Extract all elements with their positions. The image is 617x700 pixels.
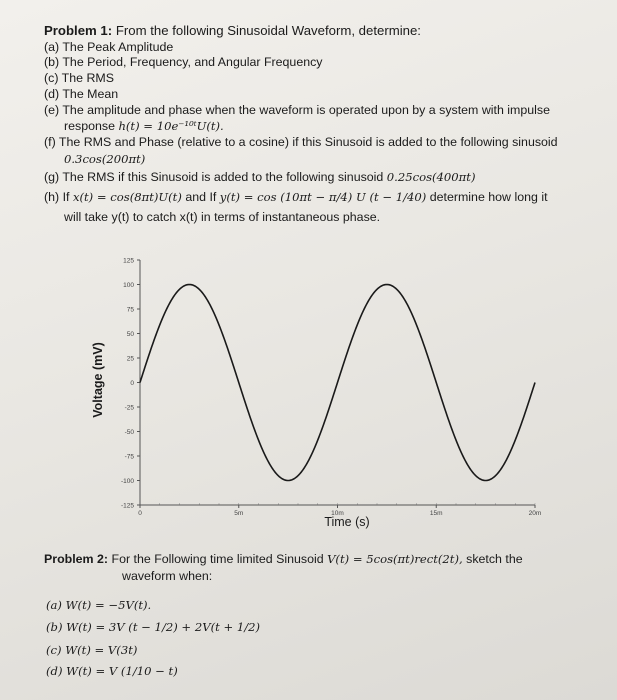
y-tick-label: -100 (120, 478, 134, 485)
chart-y-ticks (121, 258, 140, 510)
y-tick-label: 50 (126, 331, 134, 338)
item-f-math: 0.3cos(200πt) (64, 152, 146, 166)
y-tick-label: -50 (124, 429, 134, 436)
problem2-item-d: (d) W(t) = V (1/10 − t) (46, 664, 178, 678)
y-tick-label: 0 (130, 380, 134, 387)
sinusoid-chart (90, 250, 560, 535)
problem2-prompt-post: sketch the (466, 552, 523, 566)
x-tick-label: 20m (528, 510, 542, 517)
problem2-item-a: (a) W(t) = −5V(t). (46, 598, 152, 612)
problem2-heading: Problem 2: (44, 552, 109, 566)
x-tick-label: 5m (234, 510, 244, 517)
item-g-text: (g) The RMS if this Sinusoid is added to the following sinusoid (44, 170, 384, 184)
problem2-prompt: For the Following time limited Sinusoid (111, 552, 324, 566)
waveform-series-line (140, 285, 535, 481)
item-d: (d) The Mean (44, 87, 119, 101)
item-h-post: determine how long it (429, 190, 548, 204)
problem1-prompt: From the following Sinusoidal Waveform, determine: (115, 23, 421, 38)
y-tick-label: 100 (123, 282, 134, 289)
item-b: (b) The Period, Frequency, and Angular Frequency (44, 55, 323, 69)
problem1-line (44, 23, 421, 38)
item-e-line2 (64, 119, 224, 134)
problem2-line (44, 552, 523, 567)
y-tick-label: 125 (123, 257, 134, 265)
y-tick-label: -75 (124, 453, 134, 461)
item-f-line1: (f) The RMS and Phase (relative to a cosine) if this Sinusoid is added to the following sinusoid (44, 135, 558, 149)
problem2-item-b: (b) W(t) = 3V (t − 1/2) + 2V(t + 1/2) (46, 620, 261, 634)
x-tick-label: 15m (429, 510, 443, 517)
y-tick-label: 75 (126, 306, 134, 314)
item-a: (a) The Peak Amplitude (44, 40, 174, 54)
x-tick-label: 10m (331, 510, 344, 517)
item-g (44, 170, 475, 185)
y-axis-label: Voltage (mV) (91, 342, 105, 418)
problem1-heading: Problem 1: (44, 23, 113, 38)
x-tick-label: 0 (138, 510, 142, 517)
y-tick-label: -125 (120, 502, 134, 510)
item-e-impulse-math: h(t) = 10e⁻¹⁰ᵗU(t). (118, 119, 224, 133)
y-tick-label: 25 (126, 355, 134, 363)
item-h-and: and If (185, 190, 217, 204)
item-e-line1: (e) The amplitude and phase when the waveform is operated upon by a system with impulse (44, 103, 550, 117)
problem2-item-c: (c) W(t) = V(3t) (46, 643, 138, 657)
item-h-line2: will take y(t) to catch x(t) in terms of instantaneous phase. (64, 210, 381, 224)
item-c: (c) The RMS (44, 71, 114, 85)
item-h-math1: x(t) = cos(8πt)U(t) (72, 190, 182, 204)
x-axis-label: Time (s) (324, 515, 370, 529)
item-g-math: 0.25cos(400πt) (386, 170, 476, 184)
item-h-line1 (44, 190, 548, 205)
problem2-prompt-line2: waveform when: (122, 569, 213, 583)
problem2-signal-math: V(t) = 5cos(πt)rect(2t), (327, 552, 463, 566)
y-tick-label: -25 (124, 404, 134, 412)
item-h-pre: (h) If (44, 190, 70, 204)
item-e-response-label: response (64, 119, 115, 133)
item-h-math2: y(t) = cos (10πt − π/4) U (t − 1/40) (219, 190, 427, 204)
